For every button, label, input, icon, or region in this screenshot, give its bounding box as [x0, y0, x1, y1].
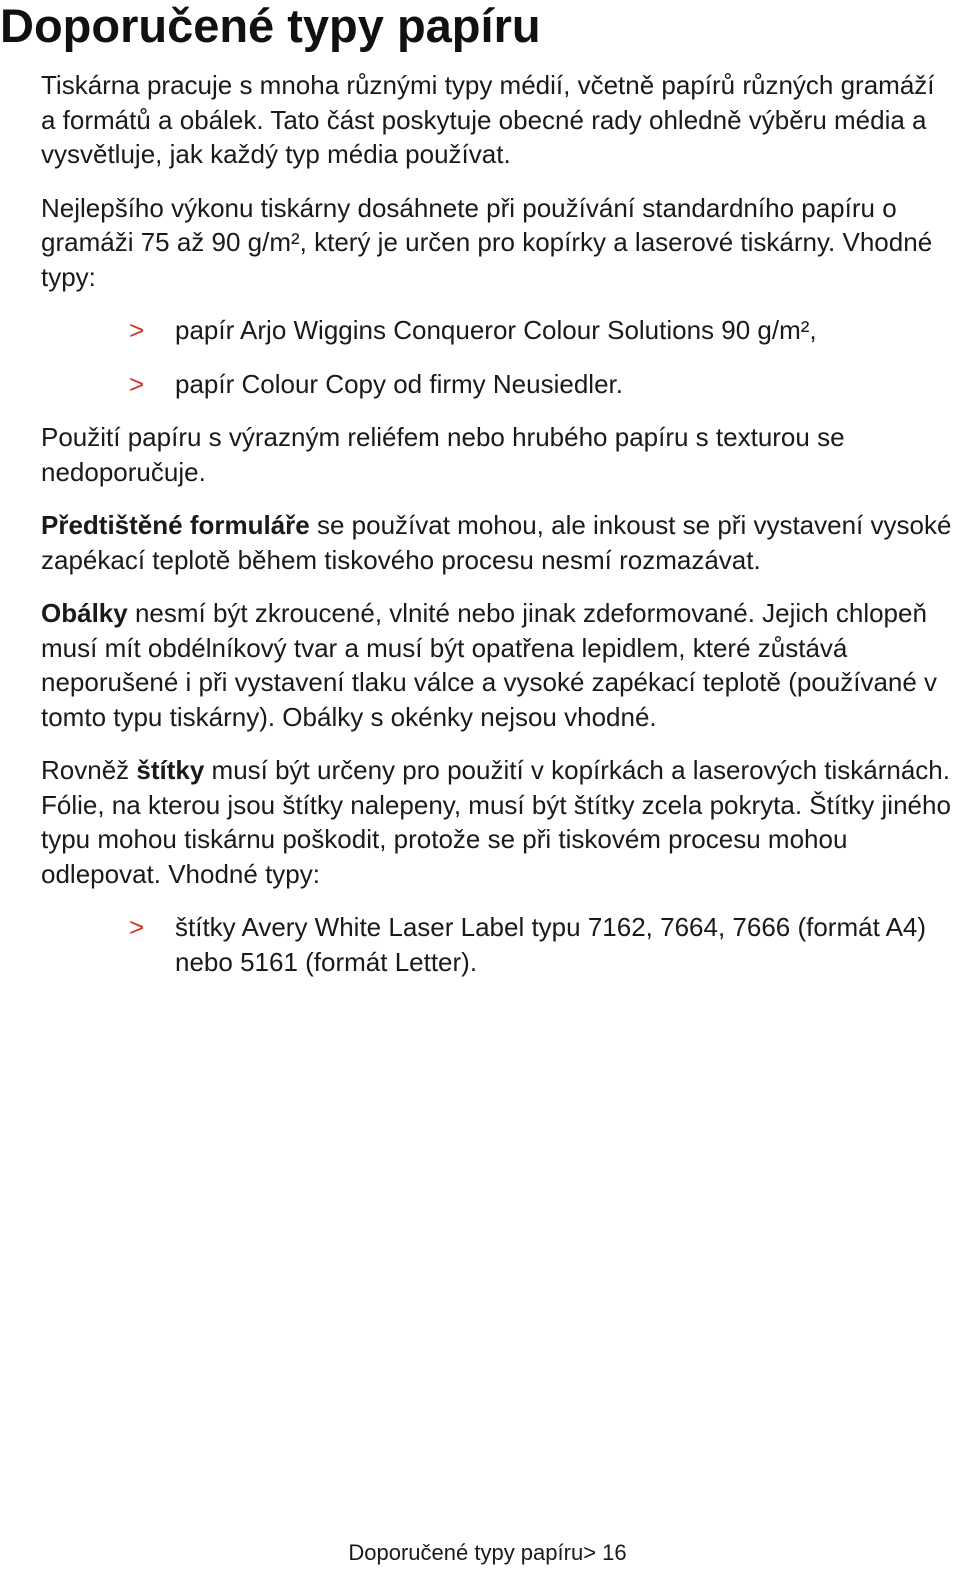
- list-item: [41, 367, 953, 402]
- labels-paragraph: [41, 753, 953, 891]
- paper-type-list: [41, 313, 953, 401]
- labels-term: štítky: [136, 755, 205, 785]
- intro-paragraph: Tiskárna pracuje s mnoha různými typy médií, včetně papírů různých gramáží a formátů a obálek. Tato část poskytuje obecné rady ohledně výběru média a vysvětluje, jak každý typ média používat.: [41, 70, 935, 169]
- bullet-arrow-icon: >: [129, 315, 145, 345]
- preprinted-forms-term: Předtištěné formuláře: [41, 510, 310, 540]
- relief-paper-paragraph: Použití papíru s výrazným reliéfem nebo hrubého papíru s texturou se nedoporučuje.: [41, 422, 845, 487]
- page-footer: [0, 1538, 960, 1568]
- envelopes-term: Obálky: [41, 598, 128, 628]
- labels-prefix: Rovněž: [41, 755, 137, 785]
- list-item: [41, 313, 953, 348]
- preprinted-forms-paragraph: [41, 508, 953, 577]
- page-title: Doporučené typy papíru: [0, 0, 541, 52]
- content-body: [41, 68, 953, 998]
- label-type-list: [41, 910, 953, 979]
- preprinted-forms-text: se používat mohou, ale inkoust se při vystavení vysoké zapékací teplotě během tiskového procesu nesmí rozmazávat.: [41, 510, 952, 575]
- list-item-text: papír Arjo Wiggins Conqueror Colour Solutions 90 g/m²,: [175, 315, 817, 345]
- list-item: [41, 910, 953, 979]
- footer-page-label: Doporučené typy papíru> 16: [348, 1540, 627, 1565]
- labels-text: musí být určeny pro použití v kopírkách a laserových tiskárnách. Fólie, na kterou jsou štítky nalepeny, musí být štítky zcela pokryta. Štítky jiného typu mohou tiskárnu poškodit, protože se při tiskovém procesu mohou odlepovat. Vhodné typy:: [41, 755, 951, 889]
- bullet-arrow-icon: >: [129, 912, 145, 942]
- envelopes-text: nesmí být zkroucené, vlnité nebo jinak zdeformované. Jejich chlopeň musí mít obdélníkový tvar a musí být opatřena lepidlem, které zůstává neporušené i při vystavení tlaku válce a vysoké zapékací teplotě (používané v tomto typu tiskárny). Obálky s okénky nejsou vhodné.: [41, 598, 938, 732]
- list-item-text: štítky Avery White Laser Label typu 7162, 7664, 7666 (formát A4) nebo 5161 (formát Letter).: [175, 912, 927, 977]
- bullet-arrow-icon: >: [129, 368, 145, 399]
- envelopes-paragraph: [41, 596, 953, 734]
- list-item-text: papír Colour Copy od firmy Neusiedler.: [175, 368, 623, 399]
- standard-paper-paragraph: Nejlepšího výkonu tiskárny dosáhnete při používání standardního papíru o gramáži 75 až 90 g/m², který je určen pro kopírky a laserové tiskárny. Vhodné typy:: [41, 192, 933, 292]
